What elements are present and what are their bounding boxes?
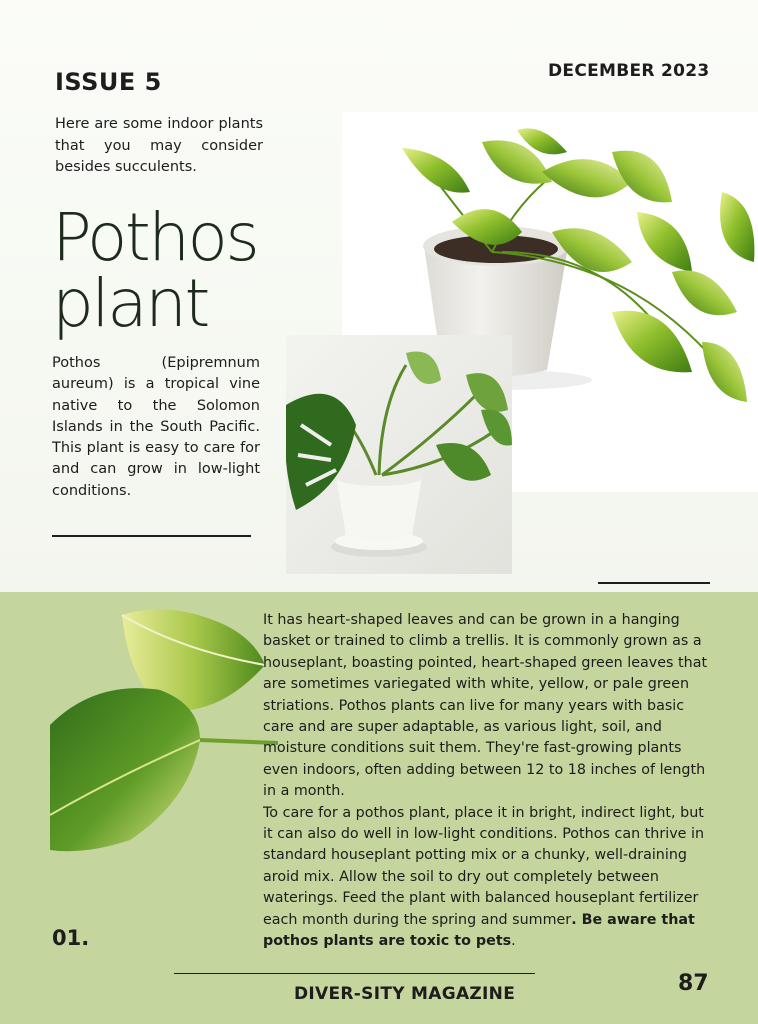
footer-divider	[174, 973, 535, 974]
title-line-2: plant	[52, 265, 208, 342]
magazine-name: DIVER-SITY MAGAZINE	[294, 984, 516, 1004]
article-title	[52, 199, 258, 342]
issue-date: DECEMBER 2023	[548, 61, 710, 81]
divider-right	[598, 582, 710, 584]
article-intro-description: Pothos (Epipremnum aureum) is a tropical vine native to the Solomon Islands in the South Pacific. This plant is easy to care for and can grow in low-light conditions.	[52, 355, 260, 499]
section-number: 01.	[52, 926, 90, 950]
title-line-1: Pothos	[52, 199, 258, 276]
body-paragraph-2-text: To care for a pothos plant, place it in bright, indirect light, but it can also do well in low-light conditions. Pothos can thrive in standard houseplant potting mix or a chunky, well-draining aroid mix. Allow the soil to dry out completely between waterings. Feed the plant with balanced houseplant fertilizer each month during the spring and summer	[263, 804, 705, 928]
intro-text: Here are some indoor plants that you may consider besides succulents.	[55, 116, 263, 175]
article-body	[263, 610, 711, 953]
issue-label: ISSUE 5	[55, 68, 162, 96]
body-paragraph-2	[263, 803, 711, 953]
body-paragraph-1: It has heart-shaped leaves and can be grown in a hanging basket or trained to climb a trellis. It is commonly grown as a houseplant, boasting pointed, heart-shaped green leaves that are sometimes variegated with white, yellow, or pale green striations. Pothos plants can live for many years with basic care and are super adaptable, as various light, soil, and moisture conditions suit them. They're fast-growing plants even indoors, often adding between 12 to 18 inches of length in a month.	[263, 612, 708, 800]
page-number: 87	[678, 971, 709, 996]
body-paragraph-2-end: .	[511, 933, 516, 950]
toxicity-warning: . Be aware that pothos plants are toxic to pets	[263, 911, 695, 950]
monstera-pot-photo	[286, 335, 512, 574]
divider-left	[52, 535, 251, 537]
pothos-leaf-image	[50, 605, 280, 855]
